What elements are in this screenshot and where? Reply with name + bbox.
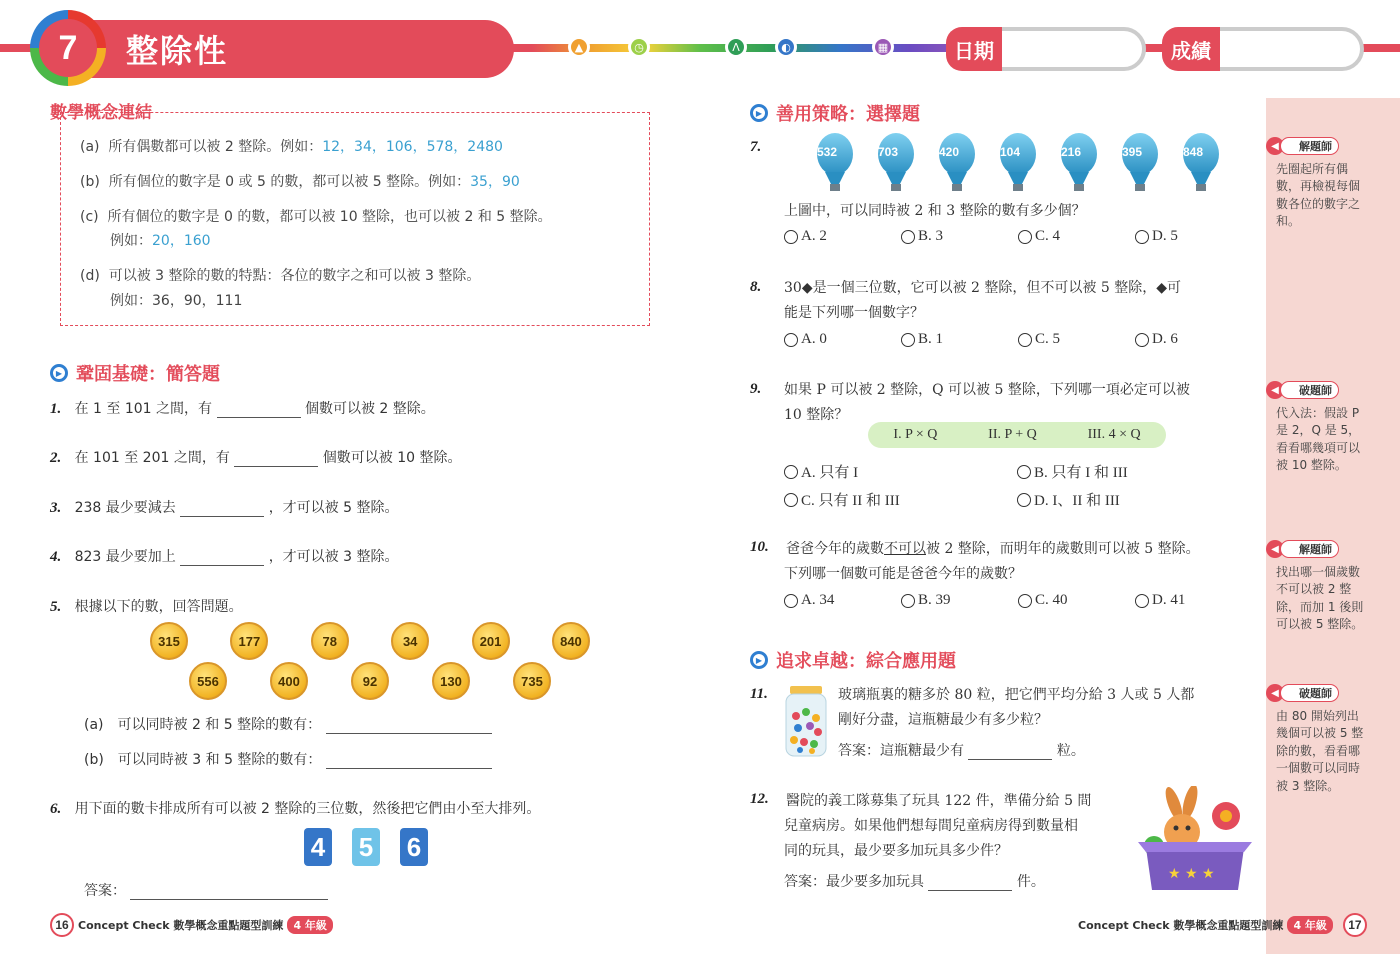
answer-blank[interactable] (180, 565, 264, 566)
question-8-text: 30◆是一個三位數，它可以被 2 整除，但不可以被 5 整除，◆可 (784, 280, 1181, 296)
question-5b: (b) 可以同時被 3 和 5 整除的數有： (84, 749, 492, 769)
date-field[interactable] (990, 27, 1146, 71)
option-a[interactable]: A. 0 (784, 331, 901, 348)
coins-row-bottom (189, 662, 551, 700)
answer-blank[interactable] (130, 899, 328, 900)
chapter-badge (30, 10, 106, 86)
arrow-icon: ◀ (1266, 137, 1284, 155)
balloon-label: 104 (1000, 145, 1021, 159)
concept-c-example: 例如：20，160 (110, 233, 211, 249)
question-10-text: 下列哪一個數可能是爸爸今年的歲數？ (784, 566, 1022, 582)
question-12-number: 12. (750, 791, 769, 807)
option-c[interactable]: C. 5 (1018, 331, 1135, 348)
option-a[interactable]: A. 34 (784, 592, 901, 609)
tip-text: 先圈起所有偶數，再檢視每個數各位的數字之和。 (1276, 162, 1361, 229)
question-11-number: 11. (750, 686, 768, 702)
option-a[interactable]: A. 只有 I (784, 461, 858, 482)
answer-blank[interactable] (928, 890, 1012, 891)
chapter-number: 7 (39, 19, 97, 77)
balloon-label: 216 (1061, 145, 1082, 159)
number-card: 4 (304, 828, 332, 866)
question-3: 3. 238 最少要減去 ，才可以被 5 整除。 (50, 500, 399, 516)
coin: 840 (552, 622, 590, 660)
option-b[interactable]: B. 只有 I 和 III (1017, 461, 1128, 482)
coin: 92 (351, 662, 389, 700)
question-8-options (784, 331, 1254, 348)
question-6-answer: 答案： (84, 880, 328, 900)
coin: 735 (513, 662, 551, 700)
score-label: 成績 (1162, 27, 1220, 71)
option-c[interactable]: C. 只有 II 和 III (784, 489, 900, 510)
protractor-icon: ◐ (775, 36, 797, 58)
grade-badge: 4 年級 (1287, 916, 1332, 934)
question-8-text: 能是下列哪一個數字？ (784, 305, 924, 321)
page-number: 16 (50, 913, 74, 937)
question-7-options (784, 228, 1254, 245)
arrow-icon: ◀ (1266, 381, 1284, 399)
balloon-label: 703 (878, 145, 899, 159)
tip-text: 代入法：假設 P 是 2，Q 是 5，看看哪幾項可以被 10 整除。 (1276, 406, 1361, 473)
balloon-label: 395 (1122, 145, 1143, 159)
option-d[interactable]: D. 5 (1135, 228, 1252, 245)
score-field[interactable] (1208, 27, 1364, 71)
question-8-number: 8. (750, 279, 762, 295)
option-a[interactable]: A. 2 (784, 228, 901, 245)
page-number: 17 (1343, 913, 1367, 937)
number-cards (304, 828, 428, 866)
play-icon: ▶ (50, 364, 68, 382)
arrow-icon: ◀ (1266, 540, 1284, 558)
question-4: 4. 823 最少要加上 ，才可以被 3 整除。 (50, 549, 399, 565)
number-card: 5 (352, 828, 380, 866)
answer-blank[interactable] (326, 733, 492, 734)
question-10-options (784, 592, 1254, 609)
coin: 78 (311, 622, 349, 660)
question-1: 1. 在 1 至 101 之間，有 個數可以被 2 整除。 (50, 401, 435, 417)
arrow-icon: ◀ (1266, 684, 1284, 702)
question-9-number: 9. (750, 381, 762, 397)
concept-c: (c) 所有個位的數字是 0 的數，都可以被 10 整除，也可以被 2 和 5 整除。 (80, 209, 552, 225)
coin: 177 (230, 622, 268, 660)
question-6: 6. 用下面的數卡排成所有可以被 2 整除的三位數，然後把它們由小至大排列。 (50, 801, 541, 817)
concept-a: (a) 所有偶數都可以被 2 整除。例如：12，34，106，578，2480 (80, 139, 503, 155)
section-strategy-title: ▶ 善用策略：選擇題 (750, 100, 920, 126)
balloon-label: 532 (817, 145, 838, 159)
ruler-icon: ▲ (568, 36, 590, 58)
option-d[interactable]: D. 41 (1135, 592, 1252, 609)
play-icon: ▶ (750, 651, 768, 669)
question-11-answer: 答案：這瓶糖最少有 粒。 (838, 743, 1085, 759)
footer-left (50, 913, 333, 937)
question-10-text: 爸爸今年的歲數不可以被 2 整除，而明年的歲數則可以被 5 整除。 (786, 541, 1200, 557)
question-12-text: 兒童病房。如果他們想每間兒童病房得到數量相 (784, 818, 1078, 834)
tip-text: 由 80 開始列出幾個可以被 5 整除的數，看看哪一個數可以同時被 3 整除。 (1276, 709, 1364, 793)
coins-row-top (150, 622, 590, 660)
answer-blank[interactable] (180, 516, 264, 517)
option-b[interactable]: B. 3 (901, 228, 1018, 245)
tip-label: 破題師 (1280, 381, 1339, 399)
question-2: 2. 在 101 至 201 之間，有 個數可以被 10 整除。 (50, 450, 462, 466)
statement: III. 4 × Q (1087, 427, 1141, 442)
balloon-labels (810, 145, 1230, 167)
question-12-answer: 答案：最少要多加玩具 件。 (784, 874, 1045, 890)
question-12-text: 同的玩具，最少要多加玩具多少件？ (784, 843, 1008, 859)
coin: 130 (432, 662, 470, 700)
balloon-label: 848 (1183, 145, 1204, 159)
question-7-number: 7. (750, 139, 762, 155)
option-c[interactable]: C. 4 (1018, 228, 1135, 245)
statement: I. P × Q (893, 427, 938, 442)
concept-b: (b) 所有個位的數字是 0 或 5 的數，都可以被 5 整除。例如：35，90 (80, 174, 520, 190)
grade-badge: 4 年級 (287, 916, 332, 934)
tip-text: 找出哪一個歲數不可以被 2 整除，而加 1 後則可以被 5 整除。 (1276, 565, 1364, 632)
tip-label: 破題師 (1280, 684, 1339, 702)
coin: 201 (472, 622, 510, 660)
concept-d-example: 例如：36，90，111 (110, 293, 243, 309)
option-d[interactable]: D. 6 (1135, 331, 1252, 348)
svg-text:★ ★ ★: ★ ★ ★ (1168, 866, 1215, 882)
question-11-text: 玻璃瓶裏的糖多於 80 粒，把它們平均分給 3 人或 5 人都 (838, 687, 1195, 703)
concept-d: (d) 可以被 3 整除的數的特點：各位的數字之和可以被 3 整除。 (80, 268, 481, 284)
balloon-label: 420 (939, 145, 960, 159)
answer-blank[interactable] (217, 417, 301, 418)
statement-box (868, 422, 1166, 448)
option-d[interactable]: D. I、II 和 III (1017, 489, 1120, 510)
date-label: 日期 (946, 27, 1002, 71)
coin: 400 (270, 662, 308, 700)
candy-jar-image (784, 686, 828, 758)
question-12-text: 醫院的義工隊募集了玩具 122 件，準備分給 5 間 (786, 793, 1092, 809)
question-9-text: 10 整除？ (784, 407, 849, 423)
section-basic-title: ▶ 鞏固基礎：簡答題 (50, 360, 220, 386)
footer-right (1078, 913, 1367, 937)
section-advanced-title: ▶ 追求卓越：綜合應用題 (750, 647, 956, 673)
statement: II. P + Q (988, 427, 1037, 442)
question-7-text: 上圖中，可以同時被 2 和 3 整除的數有多少個？ (784, 203, 1086, 219)
question-10-number: 10. (750, 539, 769, 555)
answer-blank[interactable] (326, 768, 492, 769)
calculator-icon: ▦ (872, 36, 894, 58)
clock-icon: ◷ (628, 36, 650, 58)
question-9-text: 如果 P 可以被 2 整除，Q 可以被 5 整除，下列哪一項必定可以被 (784, 382, 1190, 398)
option-c[interactable]: C. 40 (1018, 592, 1135, 609)
book-title: Concept Check 數學概念重點題型訓練 (78, 919, 284, 932)
play-icon: ▶ (750, 104, 768, 122)
option-b[interactable]: B. 1 (901, 331, 1018, 348)
book-title: Concept Check 數學概念重點題型訓練 (1078, 919, 1284, 932)
question-5a: (a) 可以同時被 2 和 5 整除的數有： (84, 714, 492, 734)
tip-label: 解題師 (1280, 540, 1339, 558)
question-5: 5. 根據以下的數，回答問題。 (50, 599, 243, 615)
coin: 315 (150, 622, 188, 660)
number-card: 6 (400, 828, 428, 866)
question-11-text: 剛好分盡，這瓶糖最少有多少粒？ (838, 712, 1048, 728)
answer-blank[interactable] (968, 759, 1052, 760)
option-b[interactable]: B. 39 (901, 592, 1018, 609)
toy-box-image (1138, 786, 1252, 892)
chapter-title: 整除性 (90, 20, 514, 78)
concept-title: 數學概念連結 (50, 103, 152, 123)
compass-icon: Λ (725, 36, 747, 58)
answer-blank[interactable] (234, 466, 318, 467)
coin: 556 (189, 662, 227, 700)
coin: 34 (391, 622, 429, 660)
tip-label: 解題師 (1280, 137, 1339, 155)
